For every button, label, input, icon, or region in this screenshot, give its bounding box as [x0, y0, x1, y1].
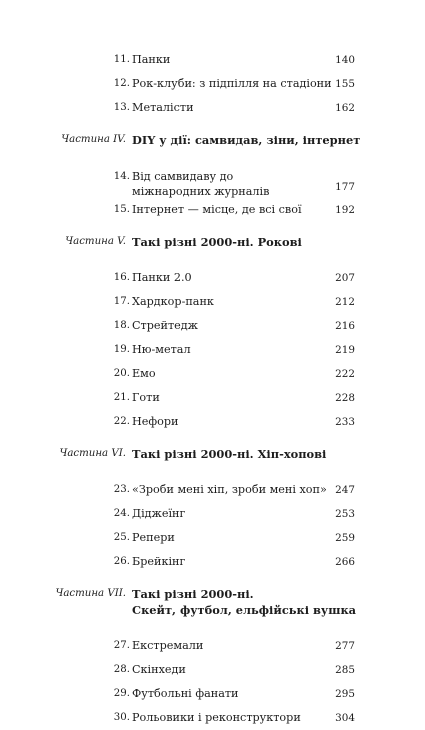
entry-number: 20.: [113, 368, 130, 379]
entry-page: 295: [335, 688, 355, 700]
part-title: DIY у дії: самвидав, зіни, інтернет: [132, 133, 361, 147]
toc-part-heading: [0, 132, 425, 160]
entry-number: 13.: [113, 102, 130, 113]
toc-entry: [0, 48, 425, 72]
toc-part-heading: [0, 234, 425, 262]
part-title: Такі різні 2000-ні. Хіп-хопові: [132, 447, 327, 461]
toc-entry: [0, 96, 425, 120]
entry-number: 26.: [113, 556, 130, 567]
toc-entry: [0, 386, 425, 410]
entry-title: Репери: [132, 531, 175, 544]
entry-number: 29.: [113, 688, 130, 699]
entry-page: 259: [335, 532, 355, 544]
table-of-contents: [0, 48, 425, 730]
entry-number: 25.: [113, 532, 130, 543]
toc-entry: [0, 290, 425, 314]
part-label: Частина V.: [65, 236, 126, 247]
entry-title: Рок-клуби: з підпілля на стадіони: [132, 77, 332, 90]
entry-page: 233: [335, 416, 355, 428]
entry-number: 27.: [113, 640, 130, 651]
entry-page: 266: [335, 556, 355, 568]
entry-page: 277: [335, 640, 355, 652]
entry-page: 253: [335, 508, 355, 520]
entry-page: 216: [335, 320, 355, 332]
entry-number: 11.: [113, 54, 130, 65]
entry-number: 23.: [113, 484, 130, 495]
entry-title: «Зроби мені хіп, зроби мені хоп»: [132, 483, 327, 496]
entry-title: Рольовики і реконструктори: [132, 711, 301, 724]
toc-entry: [0, 550, 425, 574]
entry-page: 247: [335, 484, 355, 496]
toc-entry: [0, 266, 425, 290]
toc-entry: [0, 410, 425, 434]
entry-title: Хардкор-панк: [132, 295, 214, 308]
entry-page: 228: [335, 392, 355, 404]
entry-number: 30.: [113, 712, 130, 723]
entry-page: 222: [335, 368, 355, 380]
toc-entry: [0, 164, 425, 198]
entry-title: Панки: [132, 53, 171, 66]
part-title: [132, 586, 362, 618]
toc-entry: [0, 198, 425, 222]
entry-number: 19.: [113, 344, 130, 355]
entry-title: Панки 2.0: [132, 271, 192, 284]
entry-title: Інтернет — місце, де всі свої: [132, 203, 302, 216]
toc-entry: [0, 478, 425, 502]
entry-number: 15.: [113, 204, 130, 215]
entry-page: 207: [335, 272, 355, 284]
toc-entry: [0, 526, 425, 550]
entry-number: 24.: [113, 508, 130, 519]
toc-entry: [0, 634, 425, 658]
part-title-line-1: Такі різні 2000-ні.: [132, 587, 254, 601]
entry-title: Скінхеди: [132, 663, 186, 676]
part-title: Такі різні 2000-ні. Рокові: [132, 235, 302, 249]
toc-entry: [0, 314, 425, 338]
part-label: Частина VI.: [59, 448, 126, 459]
entry-page: 177: [335, 181, 355, 193]
entry-page: 212: [335, 296, 355, 308]
entry-title: Нефори: [132, 415, 179, 428]
entry-number: 16.: [113, 272, 130, 283]
entry-title: Готи: [132, 391, 160, 404]
entry-title: Ню-метал: [132, 343, 191, 356]
entry-page: 162: [335, 102, 355, 114]
toc-entry: [0, 362, 425, 386]
entry-number: 22.: [113, 416, 130, 427]
entry-title: Брейкінг: [132, 555, 186, 568]
toc-entry: [0, 658, 425, 682]
entry-number: 17.: [113, 296, 130, 307]
entry-number: 18.: [113, 320, 130, 331]
entry-title: Діджеїнг: [132, 507, 186, 520]
entry-title: Металісти: [132, 101, 194, 114]
toc-entry: [0, 502, 425, 526]
toc-entry: [0, 682, 425, 706]
entry-page: 192: [335, 204, 355, 216]
entry-title: Екстремали: [132, 639, 204, 652]
part-title-line-2: Скейт, футбол, ельфійські вушка: [132, 603, 357, 617]
entry-page: 155: [335, 78, 355, 90]
toc-entry: [0, 72, 425, 96]
toc-part-heading: [0, 586, 425, 630]
entry-number: 28.: [113, 664, 130, 675]
entry-number: 14.: [113, 171, 130, 182]
part-label: Частина IV.: [61, 134, 126, 145]
entry-page: 285: [335, 664, 355, 676]
entry-title: Футбольні фанати: [132, 687, 239, 700]
part-label: Частина VII.: [55, 588, 126, 599]
toc-part-heading: [0, 446, 425, 474]
entry-page: 140: [335, 54, 355, 66]
entry-page: 304: [335, 712, 355, 724]
toc-entry: [0, 338, 425, 362]
entry-title: Від самвидаву до міжнародних журналів: [132, 170, 270, 198]
entry-title: Емо: [132, 367, 156, 380]
toc-entry: [0, 706, 425, 730]
entry-title: Стрейтедж: [132, 319, 198, 332]
entry-number: 12.: [113, 78, 130, 89]
entry-page: 219: [335, 344, 355, 356]
entry-number: 21.: [113, 392, 130, 403]
